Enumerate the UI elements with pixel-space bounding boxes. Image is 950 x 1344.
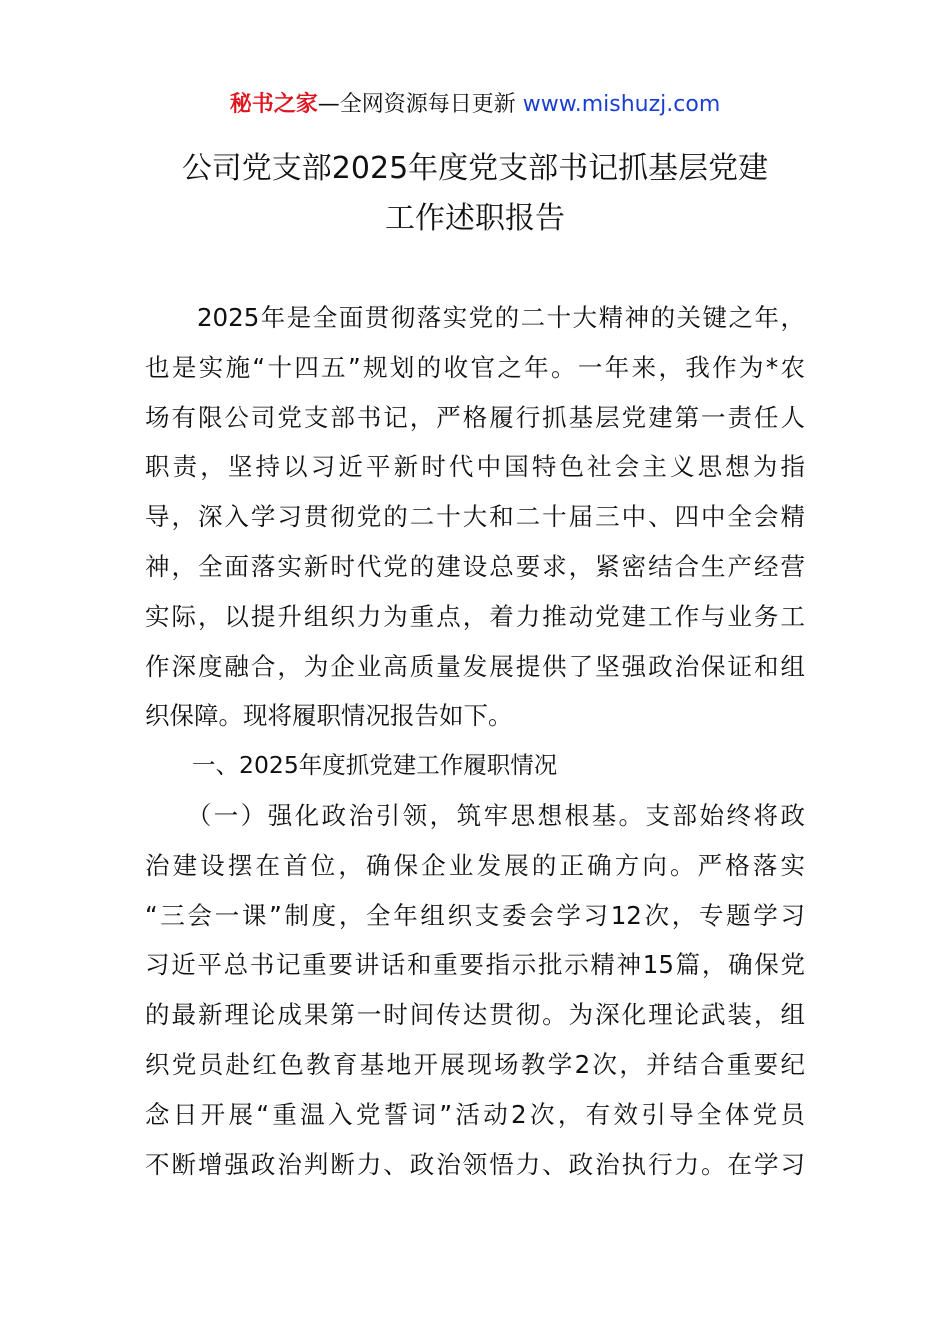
body-line: “三会一课”制度，全年组织支委会学习12次，专题学习: [145, 900, 805, 930]
body-line: 作深度融合，为企业高质量发展提供了坚强政治保证和组: [145, 651, 805, 681]
body-line: 习近平总书记重要讲话和重要指示批示精神15篇，确保党: [145, 950, 805, 980]
body-line: 职责，坚持以习近平新时代中国特色社会主义思想为指: [145, 452, 805, 482]
site-url-link[interactable]: www.mishuzj.com: [522, 92, 721, 117]
body-line: （一）强化政治引领，筑牢思想根基。支部始终将政: [145, 800, 805, 830]
site-header: [0, 88, 950, 122]
title-line-2: 工作述职报告: [385, 201, 565, 236]
body-line: 实际，以提升组织力为重点，着力推动党建工作与业务工: [145, 601, 805, 631]
body-line: 也是实施“十四五”规划的收官之年。一年来，我作为*农: [145, 352, 805, 382]
section-heading: 一、2025年度抓党建工作履职情况: [145, 751, 558, 780]
site-tagline: —全网资源每日更新: [317, 92, 523, 117]
body-line: 念日开展“重温入党誓词”活动2次，有效引导全体党员: [145, 1099, 805, 1129]
document-body: [145, 293, 805, 1189]
site-brand: 秘书之家: [229, 92, 318, 117]
body-line: 治建设摆在首位，确保企业发展的正确方向。严格落实: [145, 850, 805, 880]
body-line: 2025年是全面贯彻落实党的二十大精神的关键之年，: [145, 303, 805, 332]
body-line: 导，深入学习贯彻党的二十大和二十届三中、四中全会精: [145, 502, 805, 532]
document-title: [145, 144, 805, 244]
title-line-1: 公司党支部2025年度党支部书记抓基层党建: [181, 151, 769, 186]
body-line: 场有限公司党支部书记，严格履行抓基层党建第一责任人: [145, 402, 805, 432]
body-line: 的最新理论成果第一时间传达贯彻。为深化理论武装，组: [145, 1000, 805, 1030]
body-line: 不断增强政治判断力、政治领悟力、政治执行力。在学习: [145, 1149, 805, 1179]
body-line: 神，全面落实新时代党的建设总要求，紧密结合生产经营: [145, 551, 805, 581]
body-line: 织保障。现将履职情况报告如下。: [145, 701, 513, 731]
body-line: 织党员赴红色教育基地开展现场教学2次，并结合重要纪: [145, 1049, 805, 1079]
